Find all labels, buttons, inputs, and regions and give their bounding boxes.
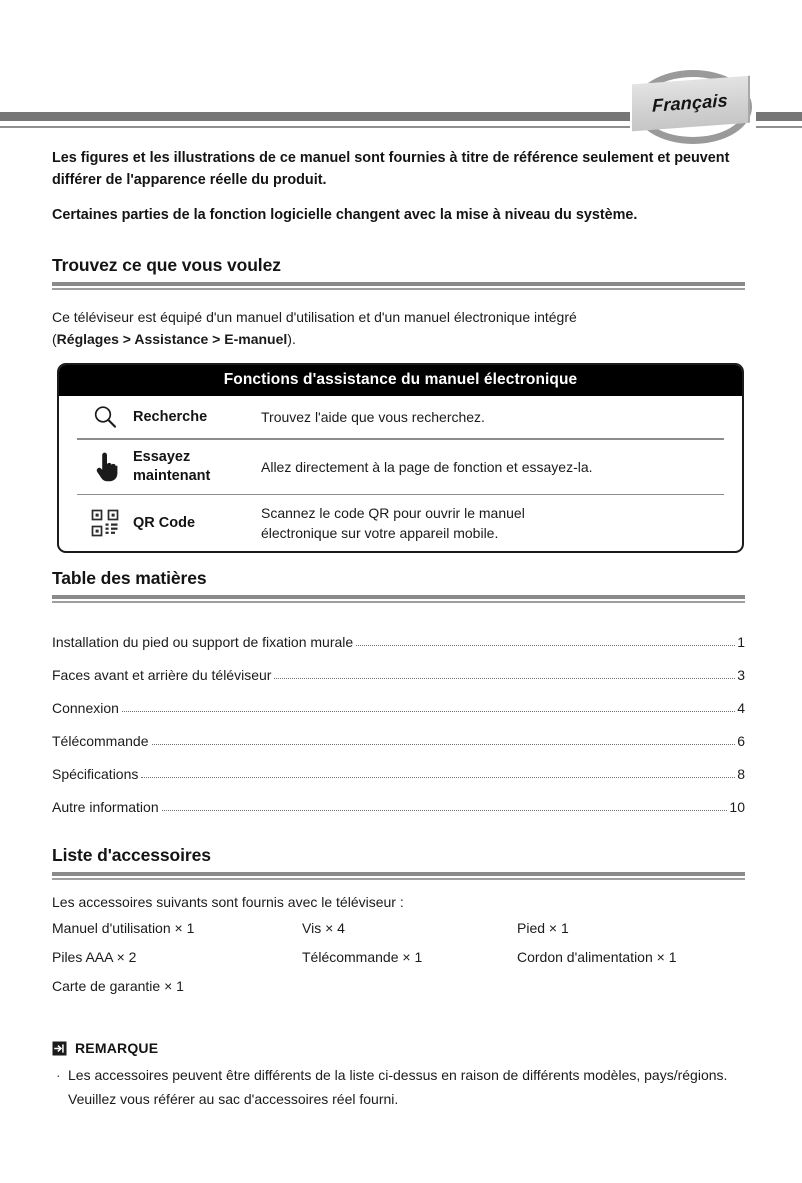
- intro-block: [52, 148, 752, 227]
- table-row: [59, 495, 742, 551]
- feature-table: [57, 363, 744, 553]
- accessories-section-title: Liste d'accessoires: [52, 845, 211, 865]
- toc-entry-page: 10: [729, 799, 745, 815]
- find-path-emanual: E-manuel: [224, 331, 288, 347]
- accessory-item: Télécommande × 1: [302, 949, 423, 965]
- toc-entry-page: 1: [737, 634, 745, 650]
- toc-entry-label: Faces avant et arrière du téléviseur: [52, 667, 272, 683]
- note-section: [52, 1040, 752, 1111]
- note-bullet: ·: [56, 1067, 61, 1083]
- toc-entry[interactable]: [52, 650, 745, 683]
- find-section-rule: [52, 282, 745, 290]
- toc-entry-page: 6: [737, 733, 745, 749]
- toc-entry-label: Installation du pied ou support de fixation murale: [52, 634, 354, 650]
- toc-entry[interactable]: [52, 617, 745, 650]
- toc-entry-label: Télécommande: [52, 733, 149, 749]
- toc-entry-label: Autre information: [52, 799, 159, 815]
- find-path-support: Assistance: [134, 331, 209, 347]
- accessories-section: [52, 845, 752, 994]
- note-header: [52, 1040, 752, 1056]
- toc-section-title: Table des matières: [52, 568, 207, 588]
- feature-description: Allez directement à la page de fonction et essayez-la.: [261, 458, 593, 475]
- find-path-sep-1: >: [118, 331, 135, 347]
- header-rule-thick-left: [0, 112, 630, 121]
- toc-entry-label: Spécifications: [52, 766, 139, 782]
- toc-entry-page: 8: [737, 766, 745, 782]
- feature-name: Recherche: [133, 408, 208, 425]
- search-icon: [77, 404, 133, 430]
- note-title: REMARQUE: [75, 1040, 159, 1056]
- intro-paragraph-2: Certaines parties de la fonction logicielle changent avec la mise à niveau du système.: [52, 207, 638, 223]
- intro-paragraph-1: Les figures et les illustrations de ce manuel sont fournies à titre de référence seulement et peuvent différer de l'apparence réelle du produit.: [52, 150, 730, 188]
- accessory-item: Manuel d'utilisation × 1: [52, 920, 195, 936]
- toc-leader-dots: [152, 743, 736, 745]
- find-section-body: [52, 306, 752, 350]
- accessory-item: Piles AAA × 2: [52, 949, 137, 965]
- accessory-item: Carte de garantie × 1: [52, 978, 184, 994]
- feature-name-line-1: Essayez: [133, 448, 191, 465]
- accessories-lead-text: Les accessoires suivants sont fournis avec le téléviseur :: [52, 894, 404, 910]
- pointing-hand-icon: [77, 452, 133, 482]
- header-rule-thin-right: [756, 126, 802, 128]
- toc-entry[interactable]: [52, 749, 745, 782]
- table-row: [59, 440, 742, 494]
- feature-table-header: Fonctions d'assistance du manuel électronique: [59, 365, 742, 396]
- find-path-close: ).: [287, 331, 296, 347]
- note-body: [52, 1063, 752, 1111]
- find-body-prefix: Ce téléviseur est équipé d'un manuel d'utilisation et d'un manuel électronique intégré: [52, 309, 577, 325]
- toc-entry[interactable]: [52, 716, 745, 749]
- header-rule-thin-left: [0, 126, 630, 128]
- feature-description-line-2: électronique sur votre appareil mobile.: [261, 525, 499, 541]
- feature-name-line-2: maintenant: [133, 467, 211, 484]
- accessory-item: Pied × 1: [517, 920, 569, 936]
- find-path-open: (: [52, 331, 57, 347]
- find-path-sep-2: >: [208, 331, 225, 347]
- find-path-settings: Réglages: [56, 331, 119, 347]
- feature-description: [261, 503, 724, 543]
- accessories-grid: [52, 920, 752, 994]
- toc-leader-dots: [162, 809, 728, 811]
- find-section-title: Trouvez ce que vous voulez: [52, 255, 281, 275]
- arrow-into-bar-icon: [52, 1041, 67, 1056]
- toc-entry-page: 4: [737, 700, 745, 716]
- feature-description: Trouvez l'aide que vous recherchez.: [261, 409, 485, 425]
- language-tab-label: Français: [652, 90, 728, 116]
- toc-section-rule: [52, 595, 745, 603]
- toc-leader-dots: [274, 677, 735, 679]
- table-row: [59, 396, 742, 438]
- feature-description-line-1: Scannez le code QR pour ouvrir le manuel: [261, 505, 525, 521]
- accessory-item: Cordon d'alimentation × 1: [517, 949, 677, 965]
- feature-name: [133, 448, 261, 486]
- toc-list: [52, 617, 752, 815]
- toc-leader-dots: [356, 644, 735, 646]
- toc-entry-label: Connexion: [52, 700, 119, 716]
- feature-name: QR Code: [133, 514, 196, 531]
- toc-entry[interactable]: [52, 683, 745, 716]
- toc-entry[interactable]: [52, 782, 745, 815]
- toc-entry-page: 3: [737, 667, 745, 683]
- note-text: Les accessoires peuvent être différents de la liste ci-dessus en raison de différents modèles, pays/régions. Veuillez vous référer au sac d'accessoires réel fourni.: [68, 1067, 728, 1107]
- accessories-section-rule: [52, 872, 745, 880]
- toc-leader-dots: [141, 776, 735, 778]
- find-section: [52, 255, 752, 350]
- accessory-item: Vis × 4: [302, 920, 345, 936]
- header-rule-thick-right: [756, 112, 802, 121]
- toc-leader-dots: [122, 710, 735, 712]
- page-header: [0, 0, 802, 145]
- toc-section: [52, 568, 752, 815]
- qr-code-icon: [77, 508, 133, 538]
